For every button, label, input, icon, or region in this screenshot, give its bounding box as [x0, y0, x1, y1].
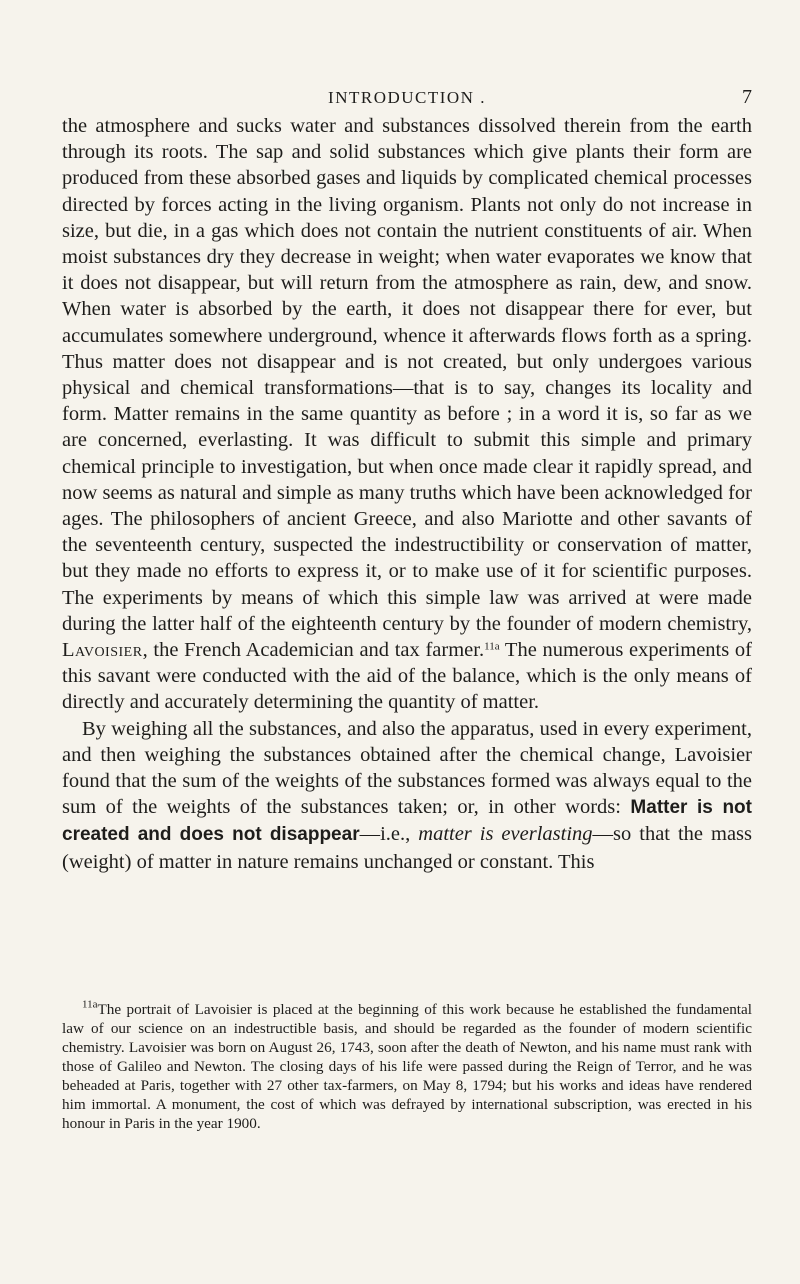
paragraph-2-text-c: —so that the mass (weight) of matter in nature remains unchanged or constant. This: [62, 823, 753, 873]
name-lavoisier: Lavoisier: [62, 639, 143, 662]
footnote-reference: 11a: [484, 640, 500, 653]
law-emphasis: matter is everlasting: [418, 823, 593, 846]
paragraph-2-text-b: —i.e.,: [359, 823, 411, 846]
paragraph-2-text-a: By weighing all the substances, and also the apparatus, used in every experiment, and then weighing the substances obtained after the chemical change, Lavoisier found that the sum of the weights of the substances formed was always equal to the sum of the weights of the substances taken; or, in other words:: [62, 717, 752, 819]
page-header: [62, 88, 752, 112]
running-head: INTRODUCTION .: [328, 88, 486, 107]
paragraph-1-text: the atmosphere and sucks water and substances dissolved therein from the earth through its roots. The sap and solid substances which give plants their form are produced from these absorbed gases and liquids by complicated chemical processes directed by forces acting in the living organism. Plants not only do not increase in size, but die, in a gas which does not contain the nutrient constituents of air. When moist substances dry they decrease in weight; when water evaporates we know that it does not disappear, but will return from the atmosphere as rain, dew, and snow. When water is absorbed by the earth, it does not disappear there for ever, but accumulates somewhere underground, whence it afterwards flows forth as a spring. Thus matter does not disappear and is not created, but only undergoes various physical and chemical transformations—that is to say, changes its locality and form. Matter remains in the same quantity as before ; in a word it is, so far as we are concerned, everlasting. It was difficult to submit this simple and primary chemical principle to investigation, but when once made clear it rapidly spread, and now seems as natural and simple as many truths which have been acknowledged for ages. The philosophers of ancient Greece, and also Mariotte and other savants of the seventeenth century, suspected the indestructibility or conservation of matter, but they made no efforts to express it, or to make use of it for scientific purposes. The experiments by means of which this simple law was arrived at were made during the latter half of the eighteenth century by the founder of modern chemistry,: [62, 115, 752, 635]
page-number: 7: [742, 86, 752, 108]
footnote-marker: 11a: [82, 998, 98, 1011]
paragraph-1: [62, 113, 752, 716]
paragraph-1-tail-a: , the French Academician and tax farmer.: [142, 639, 485, 662]
paragraph-1-tail-b: The numerous experiments of this savant were conducted with the aid of the balance, which is the only means of directly and accurately determining the quantity of matter.: [62, 639, 752, 714]
footnote-text-block: [62, 1000, 752, 1133]
footnote: [62, 1000, 752, 1133]
body-text: [62, 113, 752, 875]
footnote-text: The portrait of Lavoisier is placed at the beginning of this work because he established the fundamental law of our science on an indestructible basis, and should be regarded as the founder of modern scientific chemistry. Lavoisier was born on August 26, 1743, soon after the death of Newton, and his name must rank with those of Galileo and Newton. The closing days of his life were passed during the Reign of Terror, and he was beheaded at Paris, together with 27 other tax-farmers, on May 8, 1794; but his works and ideas have rendered him immortal. A monument, the cost of which was defrayed by international subscription, was erected in his honour in Paris in the year 1900.: [62, 1001, 752, 1132]
paragraph-2: [62, 716, 752, 875]
law-statement: Matter is not created and does not disappear: [62, 797, 752, 846]
